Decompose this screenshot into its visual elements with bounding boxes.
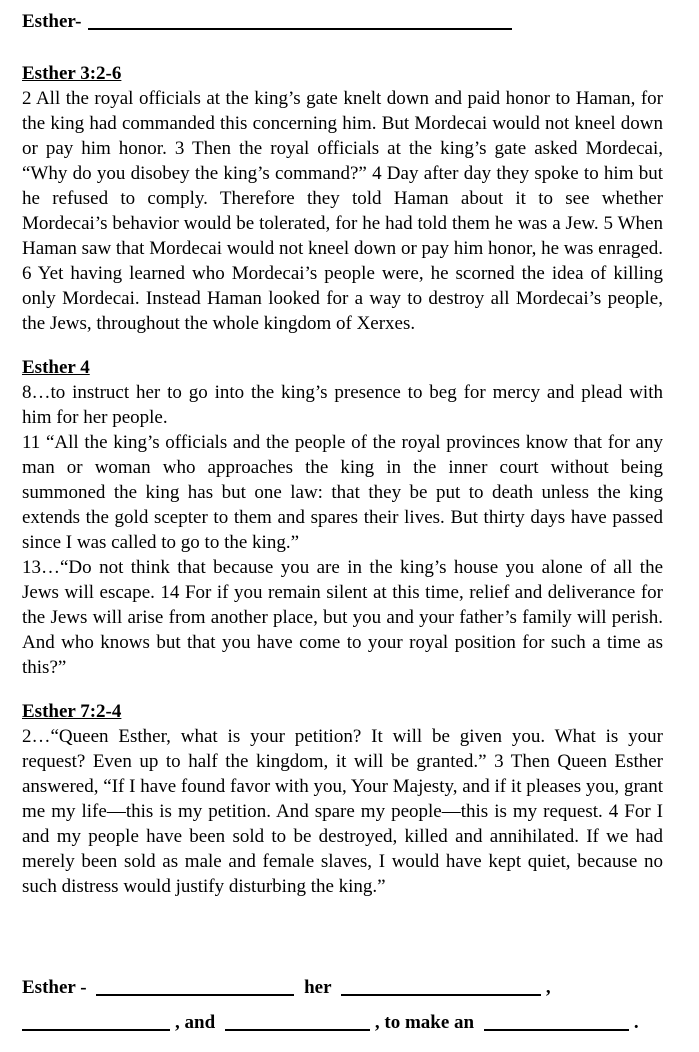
- fill-label-esther: Esther -: [22, 977, 87, 998]
- scripture-paragraph: 2 All the royal officials at the king’s gate knelt down and paid honor to Haman, for the king had commanded this concerning him. But Mordecai would not kneel down or pay him honor. 3 Then the royal officials at the king’s gate asked Mordecai, “Why do you disobey the king’s command?” 4 Day after day they spoke to him but he refused to comply. Therefore they told Haman about it to see whether Mordecai’s behavior would be tolerated, for he had told them he was a Jew. 5 When Haman saw that Mordecai would not kneel down or pay him honor, he was enraged. 6 Yet having learned who Mordecai’s people were, he scorned the idea of killing only Mordecai. Instead Haman looked for a way to destroy all Mordecai’s people, the Jews, throughout the whole kingdom of Xerxes.: [22, 88, 663, 334]
- scripture-paragraph: 13…“Do not think that because you are in the king’s house you alone of all the Jews will escape. 14 For if you remain silent at this time, relief and deliverance for the Jews will arise from another place, but you and your father’s family will perish. And who knows but that you have come to your royal position for such a time as this?”: [22, 557, 663, 678]
- fill-in-line-2: [22, 1010, 672, 1035]
- blank-line-4[interactable]: [225, 1011, 370, 1031]
- worksheet-title-label: Esther-: [22, 11, 82, 32]
- section-heading-esther-7-2-4: Esther 7:2-4: [22, 701, 122, 722]
- fill-punct-comma: ,: [545, 977, 551, 998]
- fill-in-section: [22, 975, 672, 1035]
- section-heading-esther-4: Esther 4: [22, 357, 90, 378]
- blank-line-5[interactable]: [484, 1011, 629, 1031]
- fill-label-and: , and: [175, 1012, 216, 1033]
- fill-label-to-make-an: , to make an: [374, 1012, 475, 1033]
- section-heading-esther-3-2-6: Esther 3:2-6: [22, 63, 122, 84]
- worksheet-title-row: [22, 9, 663, 34]
- section-esther-3-2-6: [22, 61, 663, 336]
- blank-line-1[interactable]: [96, 976, 294, 996]
- blank-line-3[interactable]: [22, 1011, 170, 1031]
- scripture-paragraph: 2…“Queen Esther, what is your petition? It will be given you. What is your request? Even up to half the kingdom, it will be granted.” 3 Then Queen Esther answered, “If I have found favor with you, Your Majesty, and if it pleases you, grant me my life—this is my petition. And spare my people—this is my request. 4 For I and my people have been sold to be destroyed, killed and annihilated. If we had merely been sold as male and female slaves, I would have kept quiet, because no such distress would justify disturbing the king.”: [22, 726, 663, 897]
- fill-label-her: her: [304, 977, 332, 998]
- section-esther-7-2-4: [22, 699, 663, 899]
- scripture-paragraph: 8…to instruct her to go into the king’s presence to beg for mercy and plead with him for her people.: [22, 382, 663, 428]
- scripture-paragraph: 11 “All the king’s officials and the people of the royal provinces know that for any man or woman who approaches the king in the inner court without being summoned the king has but one law: that they be put to death unless the king extends the gold scepter to them and spares their lives. But thirty days have passed since I was called to go to the king.”: [22, 432, 663, 553]
- fill-punct-period: .: [633, 1012, 639, 1033]
- fill-in-line-1: [22, 975, 672, 1000]
- title-blank-line[interactable]: [88, 10, 512, 30]
- blank-line-2[interactable]: [341, 976, 541, 996]
- section-esther-4: [22, 355, 663, 680]
